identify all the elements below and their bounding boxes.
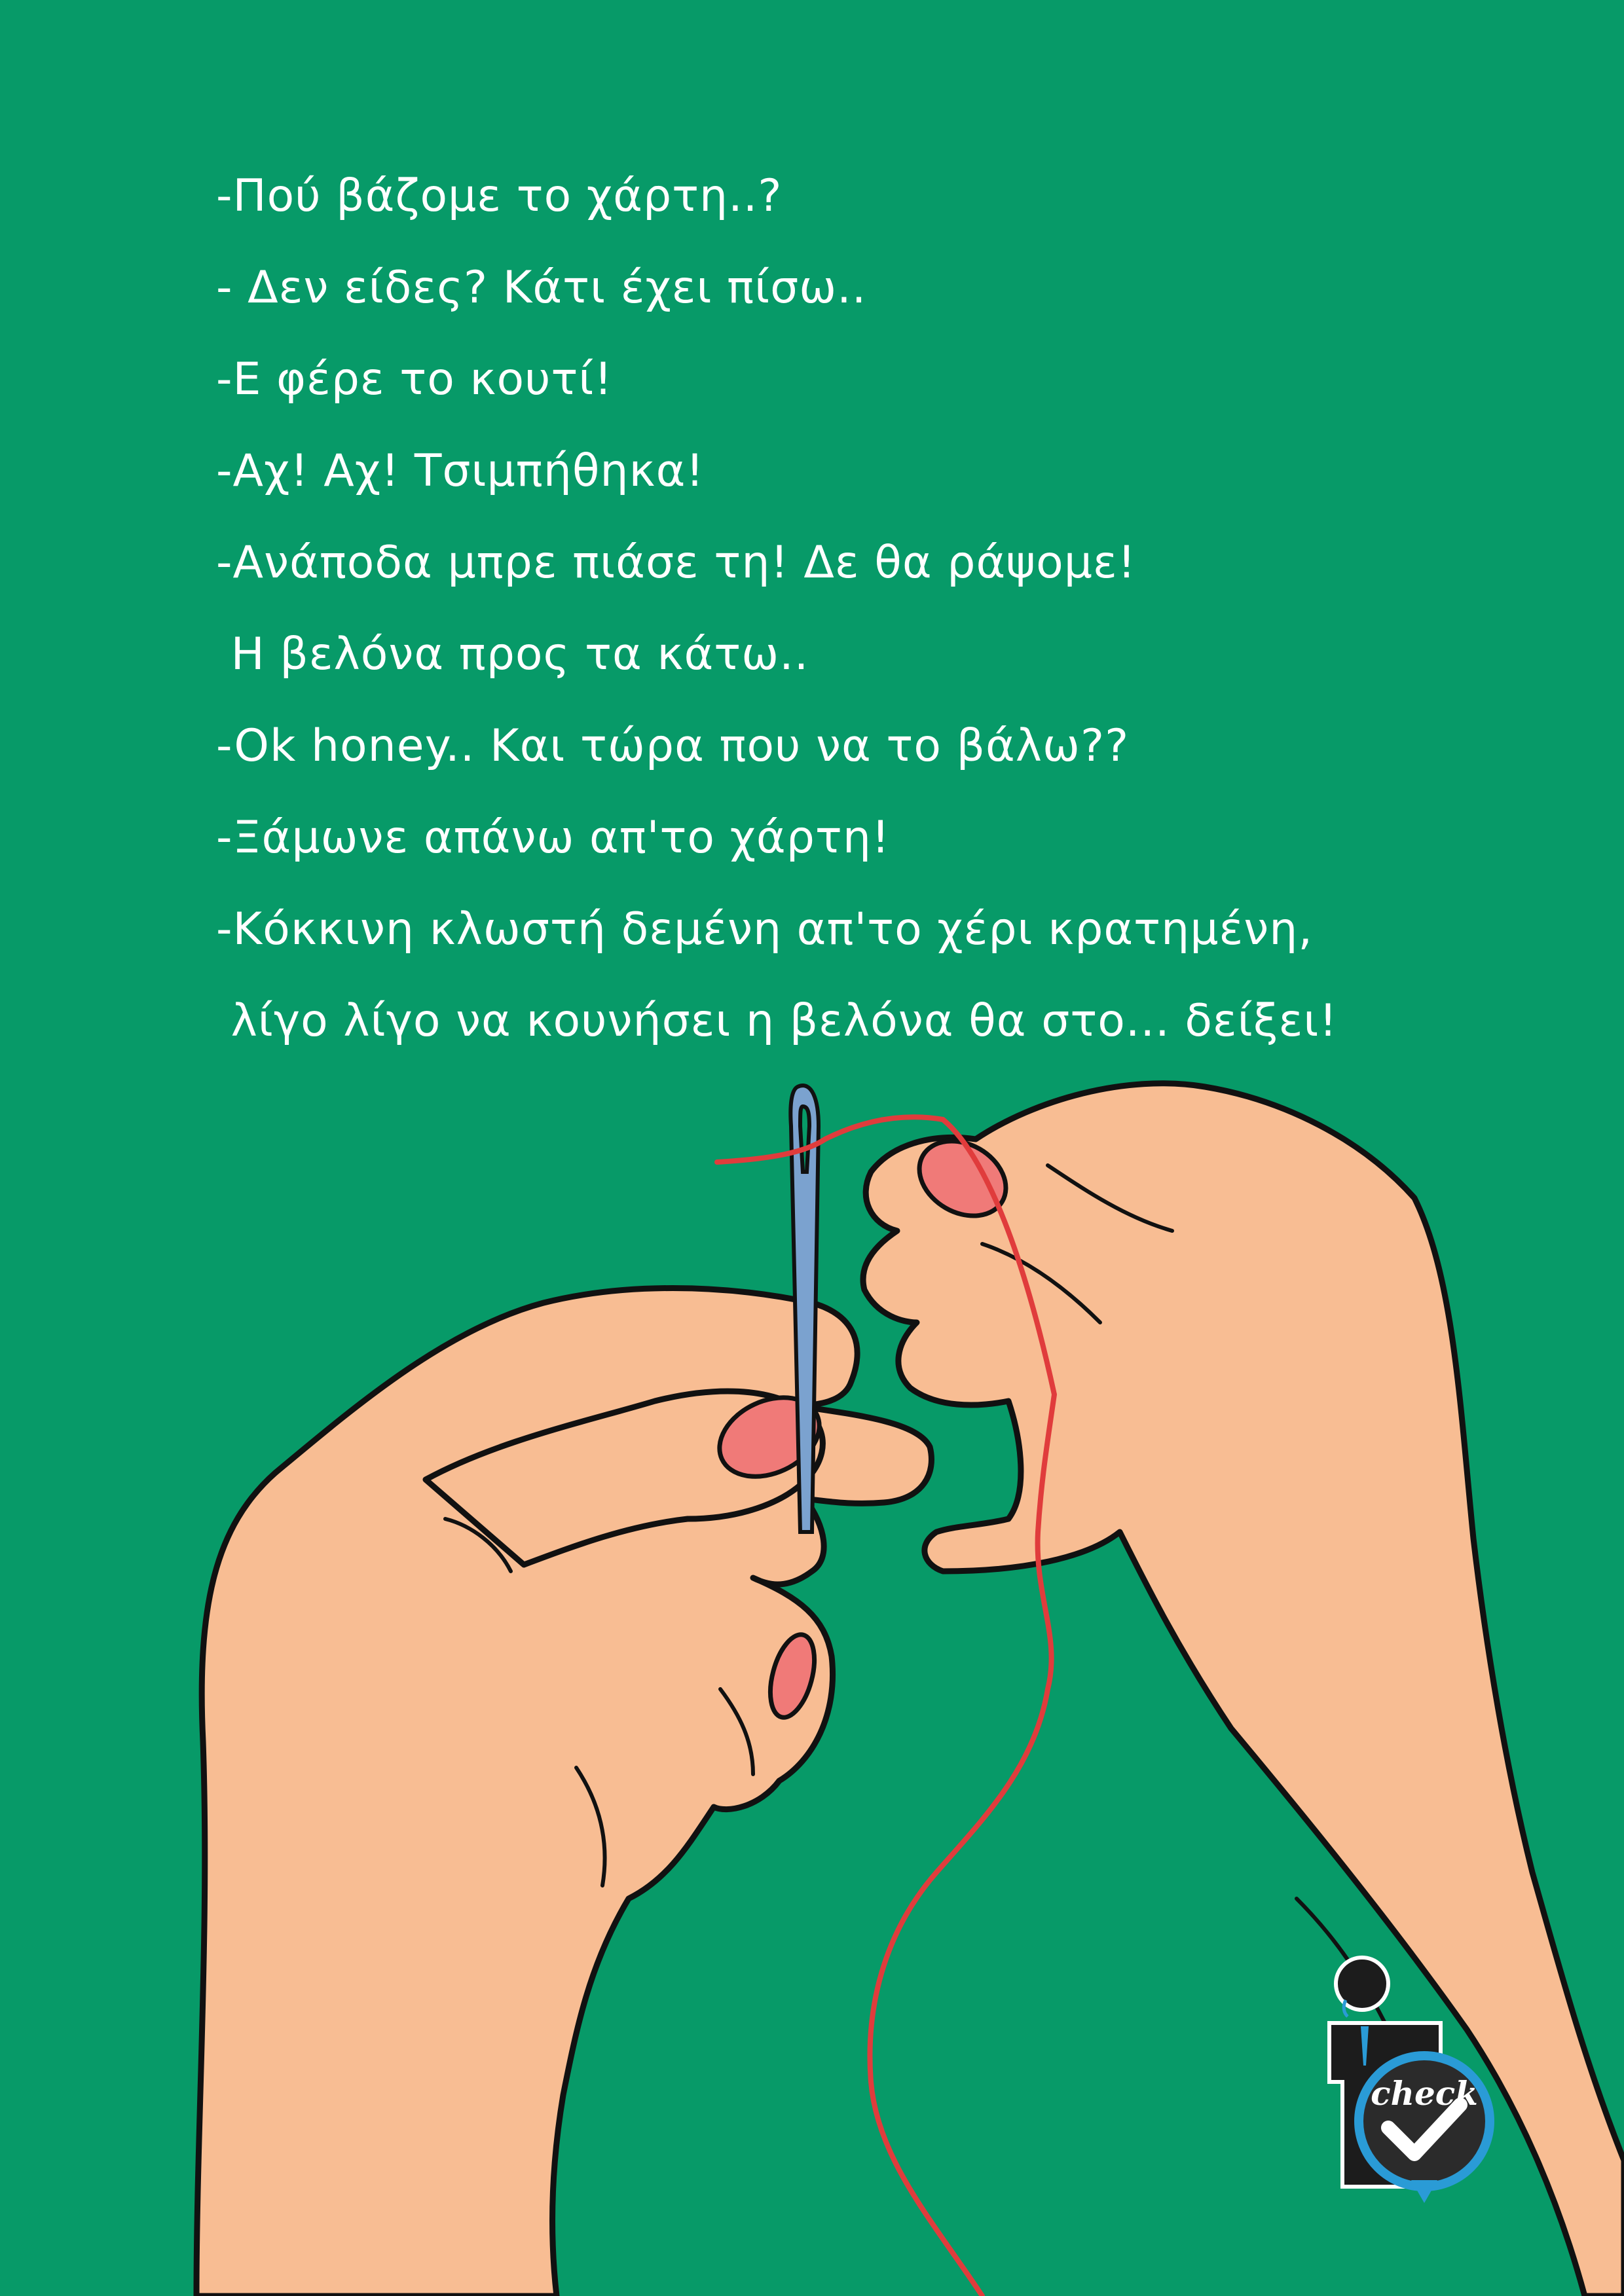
poem-line: -Ανάποδα μπρε πιάσε τη! Δε θα ράψομε! [216, 537, 1137, 589]
poem-line: -Ξάμωνε απάνω απ'το χάρτη! [216, 812, 891, 864]
poem-line: Η βελόνα προς τα κάτω.. [216, 629, 809, 680]
poem-line: -Κόκκινη κλωστή δεμένη απ'το χέρι κρατημένη, [216, 903, 1313, 955]
logo-text: check [1371, 2074, 1478, 2113]
poem-line: -Πού βάζομε το χάρτη..? [216, 170, 783, 222]
poem-line: - Δεν είδες? Κάτι έχει πίσω.. [216, 262, 867, 314]
poem-line: -Αχ! Αχ! Τσιμπήθηκα! [216, 445, 705, 497]
poem-line: λίγο λίγο να κουνήσει η βελόνα θα στο... δείξει! [216, 995, 1338, 1047]
check-logo [1283, 1951, 1526, 2206]
poem-line: -Ε φέρε το κουτί! [216, 354, 613, 405]
poem [216, 151, 1526, 1067]
poem-line: -Ok honey.. Και τώρα που να το βάλω?? [216, 720, 1130, 772]
